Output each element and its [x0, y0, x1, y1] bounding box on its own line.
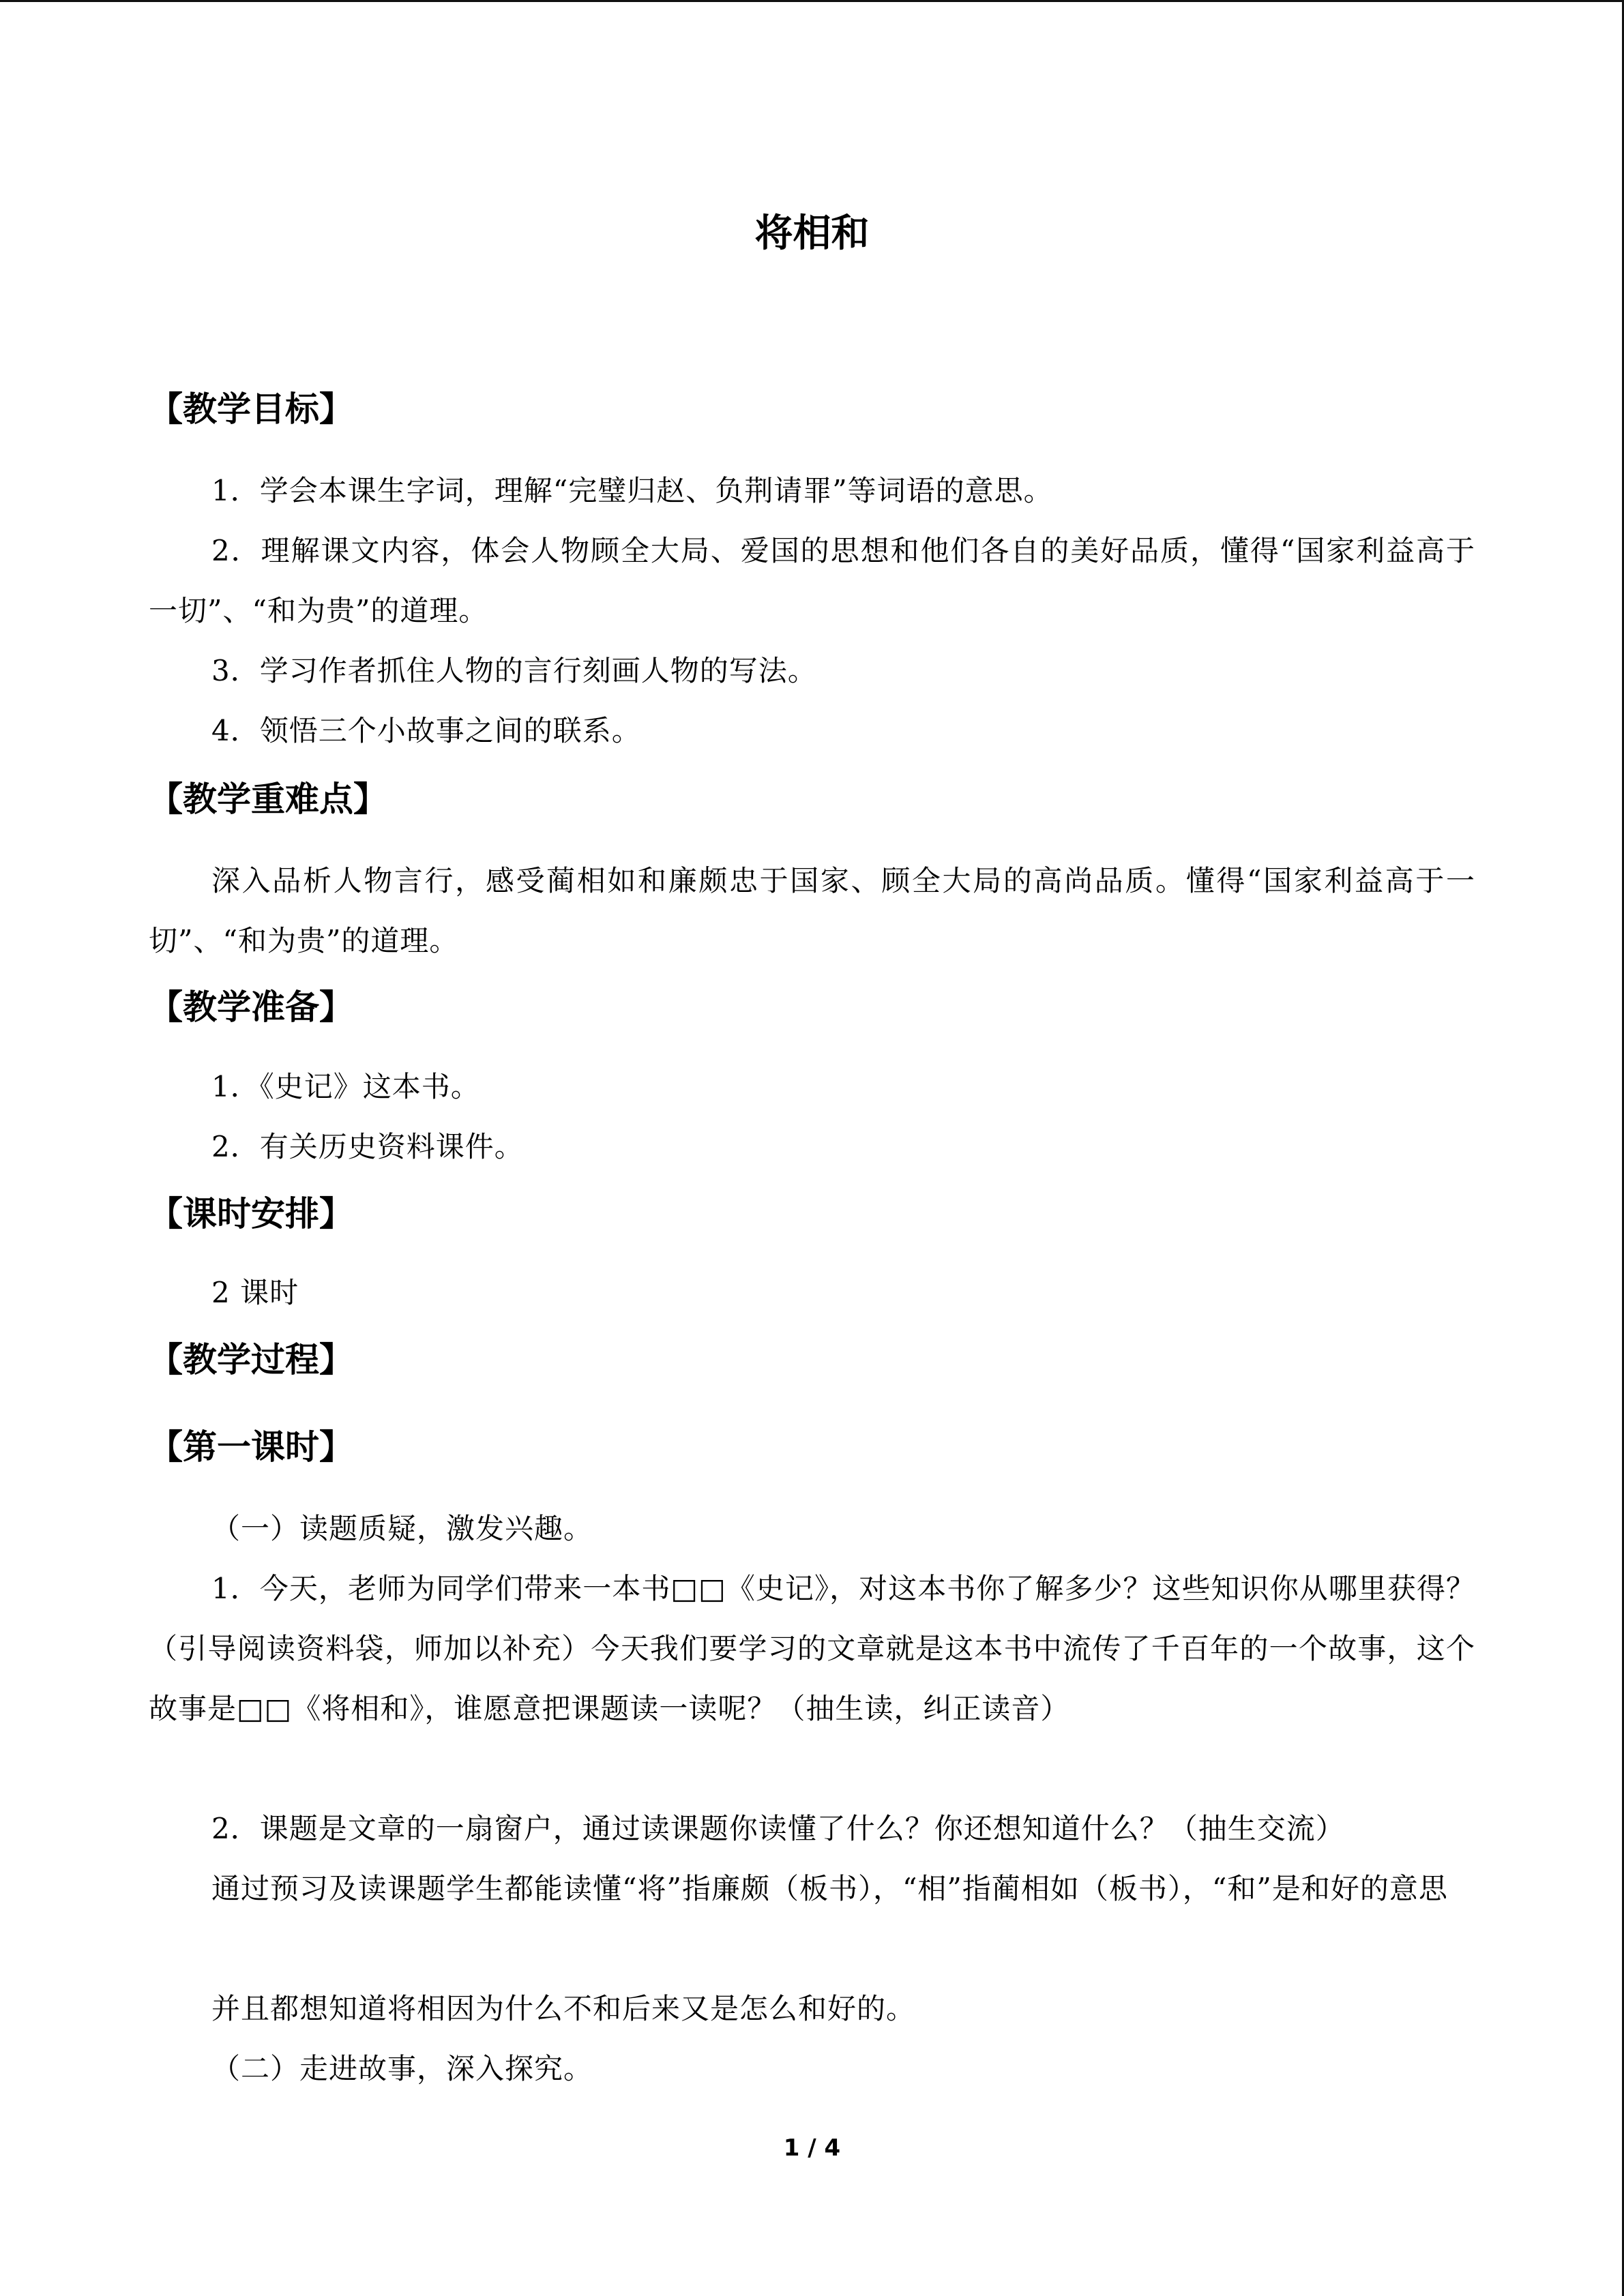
lesson-one-paragraph-1: 1．今天，老师为同学们带来一本书□□《史记》，对这本书你了解多少？这些知识你从哪里获得？（引导阅读资料袋，师加以补充）今天我们要学习的文章就是这本书中流传了千百年的一个故事，这个故事是□□《将相和》，谁愿意把课题读一读呢？（抽生读，纠正读音） — [149, 1572, 1475, 1725]
schedule-text: 2 课时 — [211, 1276, 299, 1309]
lesson-one-step-1-heading: （一）读题质疑，激发兴趣。 — [211, 1512, 593, 1545]
heading-preparation: 【教学准备】 — [149, 987, 353, 1027]
heading-process: 【教学过程】 — [149, 1340, 353, 1380]
page-top-border — [0, 0, 1624, 2]
objective-item-1: 1．学会本课生字词，理解“完璧归赵、负荆请罪”等词语的意思。 — [211, 474, 1053, 507]
heading-objectives: 【教学目标】 — [149, 389, 353, 429]
key-points-text: 深入品析人物言行，感受蔺相如和廉颇忠于国家、顾全大局的高尚品质。懂得“国家利益高于一切”、“和为贵”的道理。 — [149, 864, 1475, 957]
objective-item-2: 2．理解课文内容，体会人物顾全大局、爱国的思想和他们各自的美好品质，懂得“国家利益高于一切”、“和为贵”的道理。 — [149, 534, 1475, 627]
heading-key-points: 【教学重难点】 — [149, 779, 387, 819]
lesson-one-paragraph-2: 2．课题是文章的一扇窗户，通过读课题你读懂了什么？你还想知道什么？（抽生交流） — [211, 1812, 1345, 1845]
preparation-item-2: 2．有关历史资料课件。 — [211, 1130, 524, 1163]
lesson-one-paragraph-3: 通过预习及读课题学生都能读懂“将”指廉颇（板书），“相”指蔺相如（板书），“和”是和好的意思 — [211, 1872, 1448, 1905]
lesson-one-step-2-heading: （二）走进故事，深入探究。 — [211, 2052, 593, 2085]
lesson-one-paragraph-4: 并且都想知道将相因为什么不和后来又是怎么和好的。 — [211, 1992, 916, 2025]
objective-item-3: 3．学习作者抓住人物的言行刻画人物的写法。 — [211, 654, 817, 687]
objective-item-4: 4．领悟三个小故事之间的联系。 — [211, 714, 641, 747]
preparation-item-1: 1．《史记》这本书。 — [211, 1070, 480, 1103]
heading-schedule: 【课时安排】 — [149, 1194, 353, 1234]
document-title: 将相和 — [754, 211, 870, 256]
page-number: 1 / 4 — [783, 2134, 841, 2162]
heading-lesson-one: 【第一课时】 — [149, 1427, 353, 1467]
